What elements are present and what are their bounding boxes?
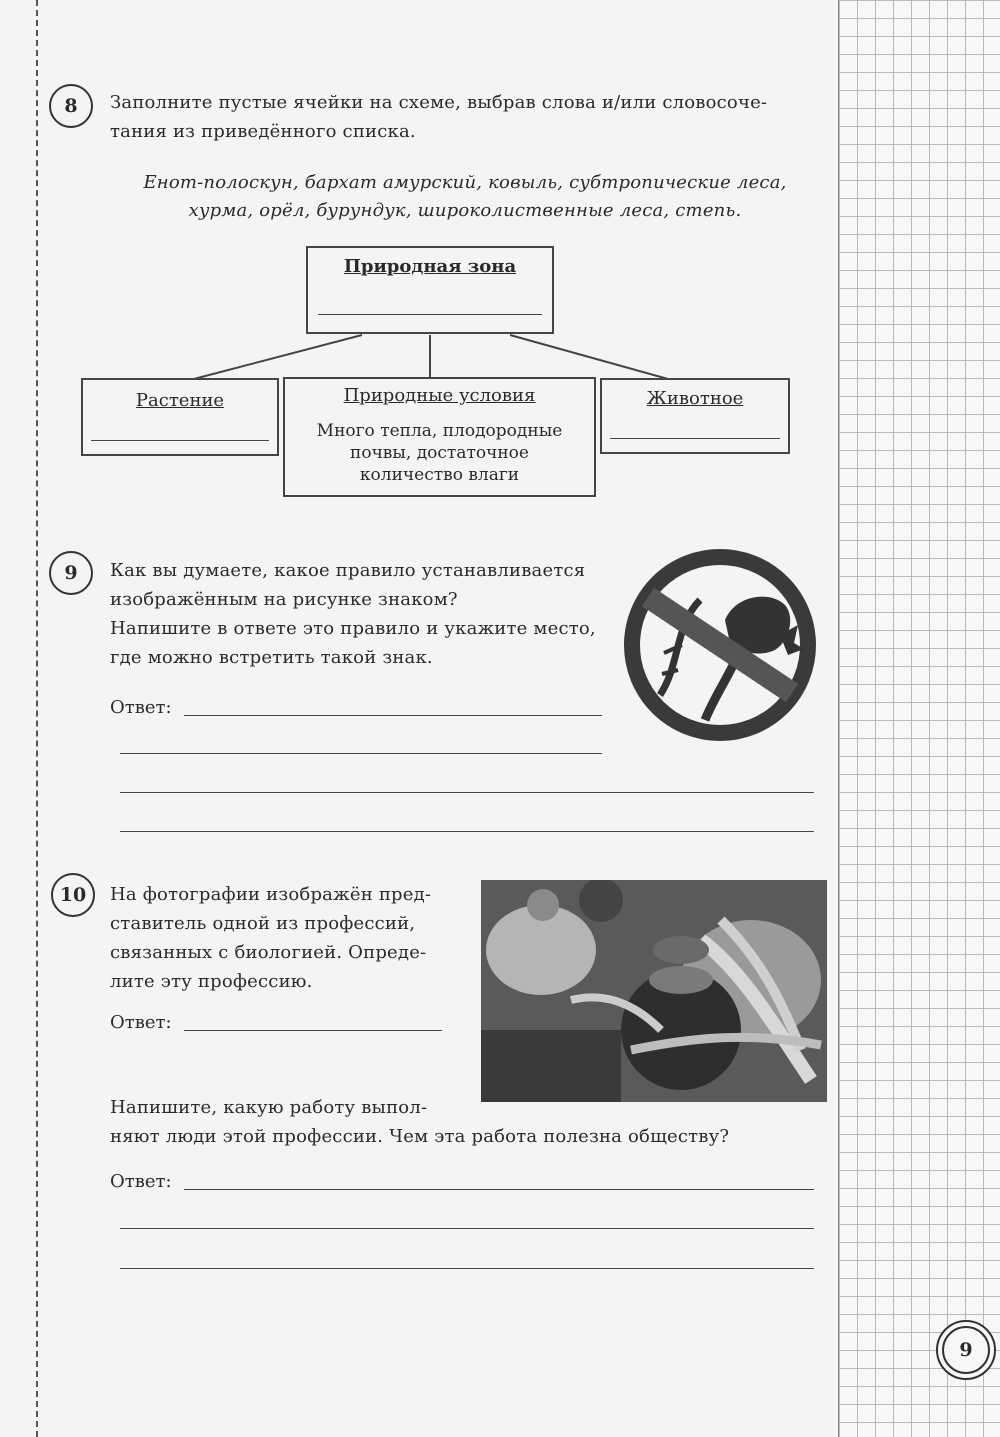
q10-text-line4: лите эту профессию.: [110, 971, 313, 992]
q9-text-line1: Как вы думаете, какое правило устанавливается: [110, 560, 586, 581]
animal-blank[interactable]: [610, 438, 780, 439]
q10-answer-line-3[interactable]: [120, 1228, 814, 1229]
q9-answer-line-3[interactable]: [120, 792, 814, 793]
q9-text-line2: изображённым на рисунке знаком?: [110, 589, 458, 610]
q8-word-list-line2: хурма, орёл, бурундук, широколиственные леса, степь.: [188, 200, 742, 221]
q8-word-list-line1: Енот-полоскун, бархат амурский, ковыль, субтропические леса,: [143, 172, 787, 193]
page-number: 9: [942, 1326, 990, 1374]
scheme-box-animal: [600, 378, 790, 454]
q10-answer-line-profession[interactable]: [184, 1030, 442, 1031]
natural-conditions-text: Много тепла, плодородные почвы, достаточное количество влаги: [316, 421, 563, 485]
q9-answer-label: Ответ:: [110, 697, 172, 718]
plant-blank[interactable]: [91, 440, 269, 441]
scheme-box-natural-conditions: [283, 377, 596, 497]
q10-text-line1: На фотографии изображён пред-: [110, 884, 432, 905]
natural-zone-title: Природная зона: [343, 256, 517, 277]
question-10-number: 10: [51, 873, 95, 917]
question-9-number: 9: [49, 551, 93, 595]
q10-answer-line-4[interactable]: [120, 1268, 814, 1269]
q10-text-line3: связанных с биологией. Опреде-: [110, 942, 427, 963]
natural-zone-blank[interactable]: [318, 314, 542, 315]
profession-photo: [481, 880, 827, 1102]
no-picking-plants-sign-icon: [620, 545, 820, 745]
q9-answer-line-1[interactable]: [184, 715, 602, 716]
animal-title: Животное: [646, 388, 744, 409]
q10-text-line5: Напишите, какую работу выпол-: [110, 1097, 428, 1118]
q8-text-line1: Заполните пустые ячейки на схеме, выбрав слова и/или словосоче-: [110, 92, 768, 113]
q9-text-line4: где можно встретить такой знак.: [110, 647, 433, 668]
q9-text-line3: Напишите в ответе это правило и укажите место,: [110, 618, 596, 639]
q10-answer-label-2: Ответ:: [110, 1171, 172, 1192]
natural-conditions-title: Природные условия: [343, 385, 536, 406]
q8-text-line2: тания из приведённого списка.: [110, 121, 416, 142]
q9-answer-line-4[interactable]: [120, 831, 814, 832]
q9-answer-line-2[interactable]: [120, 753, 602, 754]
q10-answer-label-1: Ответ:: [110, 1012, 172, 1033]
page-number-badge: [936, 1320, 996, 1380]
scheme-box-natural-zone: [306, 246, 554, 334]
question-8-number: 8: [49, 84, 93, 128]
plant-title: Растение: [135, 390, 225, 411]
q10-answer-line-2[interactable]: [184, 1189, 814, 1190]
scheme-box-plant: [81, 378, 279, 456]
q10-text-line6: няют люди этой профессии. Чем эта работа полезна обществу?: [110, 1126, 730, 1147]
q10-text-line2: ставитель одной из профессий,: [110, 913, 416, 934]
